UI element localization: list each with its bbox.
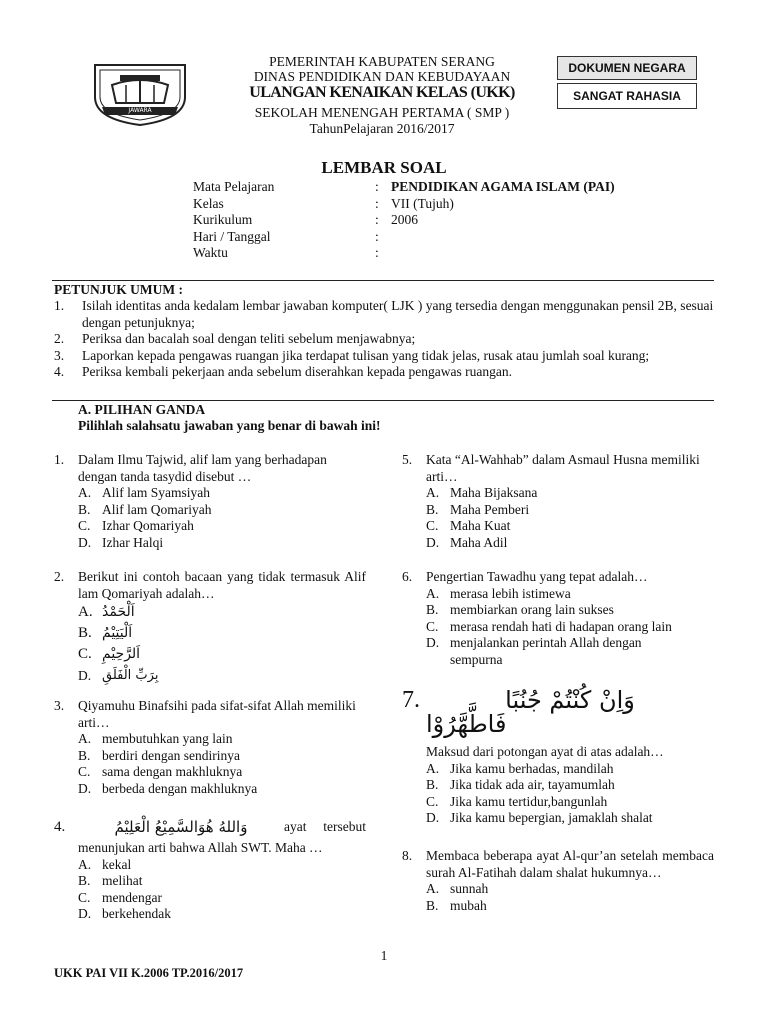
header-school-level: SEKOLAH MENENGAH PERTAMA ( SMP ) xyxy=(254,105,510,120)
answer-option[interactable]: A. sunnah xyxy=(426,881,489,896)
answer-option[interactable]: C. sama dengan makhluknya xyxy=(78,764,243,779)
info-table xyxy=(193,179,615,262)
info-sep: : xyxy=(375,245,379,260)
footer-code: UKK PAI VII K.2006 TP.2016/2017 xyxy=(54,966,244,980)
section-instruction: Pilihlah salahsatu jawaban yang benar di bawah ini! xyxy=(78,418,381,433)
info-row xyxy=(193,196,615,213)
question-number: 5. xyxy=(402,452,413,467)
question-text: ayat tersebut xyxy=(284,819,366,834)
instruction-number: 3. xyxy=(54,347,65,363)
answer-option[interactable]: B. اَلْيَتِيْمُ xyxy=(78,625,133,641)
answer-option[interactable]: A. Jika kamu berhadas, mandilah xyxy=(426,760,614,776)
info-value: 2006 xyxy=(391,212,418,227)
instruction-text: Laporkan kepada pengawas ruangan jika terdapat tulisan yang tidak jelas, rusak atau jumlah soal kurang; xyxy=(82,347,650,363)
question-text: Dalam Ilmu Tajwid, alif lam yang berhadapan dengan tanda tasydid disebut … xyxy=(78,452,327,484)
answer-option[interactable]: D. menjalankan perintah Allah dengan sempurna xyxy=(426,635,642,667)
info-label: Kurikulum xyxy=(193,212,253,227)
divider xyxy=(52,400,714,401)
question-number: 7. xyxy=(402,686,420,713)
question-text: Membaca beberapa ayat Al-qur’an setelah membaca surah Al-Fatihah dalam shalat hukumnya… xyxy=(426,848,714,880)
question-text: Maksud dari potongan ayat di atas adalah… xyxy=(426,744,664,759)
answer-option[interactable]: D. Izhar Halqi xyxy=(78,534,164,550)
instruction-number: 4. xyxy=(54,364,65,379)
instruction-item xyxy=(54,364,714,381)
instruction-item xyxy=(54,298,714,331)
answer-option[interactable]: C. mendengar xyxy=(78,889,162,905)
question-number: 2. xyxy=(54,569,65,584)
info-row xyxy=(193,245,615,262)
question-number: 8. xyxy=(402,848,413,863)
question-8 xyxy=(402,848,714,914)
header-year: TahunPelajaran 2016/2017 xyxy=(309,121,455,136)
answer-option[interactable]: D. بِرَبِّ الْفَلَقِ xyxy=(78,668,159,683)
answer-option[interactable]: B. Maha Pemberi xyxy=(426,501,530,517)
header-govt: PEMERINTAH KABUPATEN SERANG xyxy=(269,54,495,69)
instruction-item xyxy=(54,348,714,365)
answer-option[interactable]: C. merasa rendah hati di hadapan orang lain xyxy=(426,618,672,634)
question-text-cont: menunjukan arti bahwa Allah SWT. Maha … xyxy=(78,840,323,855)
question-6 xyxy=(402,569,714,668)
page-number: 1 xyxy=(380,948,388,963)
answer-option[interactable]: B. Jika tidak ada air, tayamumlah xyxy=(426,777,615,792)
instruction-text: Periksa dan bacalah soal dengan teliti sebelum menjawabnya; xyxy=(82,331,416,346)
question-number: 3. xyxy=(54,698,65,713)
info-label: Waktu xyxy=(193,245,228,260)
answer-option[interactable]: D. berbeda dengan makhluknya xyxy=(78,780,258,796)
info-sep: : xyxy=(375,228,379,244)
info-row xyxy=(193,229,615,246)
answer-option[interactable]: A. membutuhkan yang lain xyxy=(78,731,233,746)
answer-option[interactable]: B. mubah xyxy=(426,897,487,913)
answer-option[interactable]: A. اَلْحَمْدُ xyxy=(78,604,135,620)
question-7 xyxy=(402,684,714,827)
answer-option[interactable]: B. Alif lam Qomariyah xyxy=(78,501,212,517)
divider xyxy=(52,280,714,281)
answer-option[interactable]: C. Izhar Qomariyah xyxy=(78,518,194,533)
answer-option[interactable]: C. Jika kamu tertidur,bangunlah xyxy=(426,793,608,809)
section-title: A. PILIHAN GANDA xyxy=(78,402,206,417)
info-value: PENDIDIKAN AGAMA ISLAM (PAI) xyxy=(391,179,615,194)
info-label: Hari / Tanggal xyxy=(193,228,271,244)
answer-option[interactable]: C. Maha Kuat xyxy=(426,518,511,533)
school-logo xyxy=(90,57,190,127)
info-value: VII (Tujuh) xyxy=(391,195,454,211)
instruction-text: Isilah identitas anda kedalam lembar jawaban komputer( LJK ) yang tersedia dengan menggunakan pensil 2B, sesuai dengan petunjuknya; xyxy=(82,298,714,330)
answer-option[interactable]: D. Maha Adil xyxy=(426,534,508,550)
info-sep: : xyxy=(375,195,379,211)
header-dept: DINAS PENDIDIKAN DAN KEBUDAYAAN xyxy=(253,69,511,84)
question-3 xyxy=(54,698,366,797)
info-label: Kelas xyxy=(193,195,224,211)
arabic-verse-line2: فَاطَّهَّرُوْا xyxy=(426,710,507,738)
info-sep: : xyxy=(375,212,379,227)
answer-option[interactable]: D. berkehendak xyxy=(78,906,171,921)
question-4 xyxy=(54,814,366,923)
badge-sangat-rahasia: SANGAT RAHASIA xyxy=(557,83,697,109)
instructions-heading: PETUNJUK UMUM : xyxy=(54,282,183,297)
info-row xyxy=(193,179,615,196)
question-number: 4. xyxy=(54,819,66,835)
page-title: LEMBAR SOAL xyxy=(321,158,447,177)
question-1 xyxy=(54,452,366,551)
badge-dokumen-negara: DOKUMEN NEGARA xyxy=(557,56,697,80)
arabic-verse: وَاللهُ هُوَالسَّمِيْعُ الْعَلِيْمُ xyxy=(114,818,248,836)
instruction-number: 1. xyxy=(54,298,65,313)
question-text: Qiyamuhu Binafsihi pada sifat-sifat Allah memiliki arti… xyxy=(78,698,356,730)
instruction-number: 2. xyxy=(54,331,65,346)
answer-option[interactable]: C. اَلرَّحِيْمِ xyxy=(78,646,141,662)
answer-option[interactable]: A. Maha Bijaksana xyxy=(426,485,538,500)
answer-option[interactable]: A. kekal xyxy=(78,856,132,872)
answer-option[interactable]: B. melihat xyxy=(78,873,143,888)
info-sep: : xyxy=(375,179,379,194)
info-row xyxy=(193,212,615,229)
answer-option[interactable]: A. Alif lam Syamsiyah xyxy=(78,485,210,500)
question-number: 1. xyxy=(54,452,65,467)
instruction-text: Periksa kembali pekerjaan anda sebelum diserahkan kepada pengawas ruangan. xyxy=(82,364,512,379)
instruction-item xyxy=(54,331,714,348)
question-number: 6. xyxy=(402,569,413,584)
question-text: Pengertian Tawadhu yang tepat adalah… xyxy=(426,569,648,584)
question-text: Kata “Al-Wahhab” dalam Asmaul Husna memiliki arti… xyxy=(426,452,700,484)
answer-option[interactable]: D. Jika kamu bepergian, jamaklah shalat xyxy=(426,810,653,825)
question-2 xyxy=(54,569,366,686)
answer-option[interactable]: A. merasa lebih istimewa xyxy=(426,585,571,601)
arabic-verse-line1: وَاِنْ كُنْتُمْ جُنُبًا xyxy=(505,685,635,714)
logo-banner-text: JAWARA xyxy=(128,107,152,114)
answer-option[interactable]: B. membiarkan orang lain sukses xyxy=(426,602,614,617)
info-label: Mata Pelajaran xyxy=(193,179,275,194)
instructions-list xyxy=(54,298,714,381)
answer-option[interactable]: B. berdiri dengan sendirinya xyxy=(78,747,240,763)
question-5 xyxy=(402,452,714,551)
header-exam-title: ULANGAN KENAIKAN KELAS (UKK) xyxy=(249,84,515,101)
question-text: Berikut ini contoh bacaan yang tidak termasuk Alif lam Qomariyah adalah… xyxy=(78,569,366,601)
